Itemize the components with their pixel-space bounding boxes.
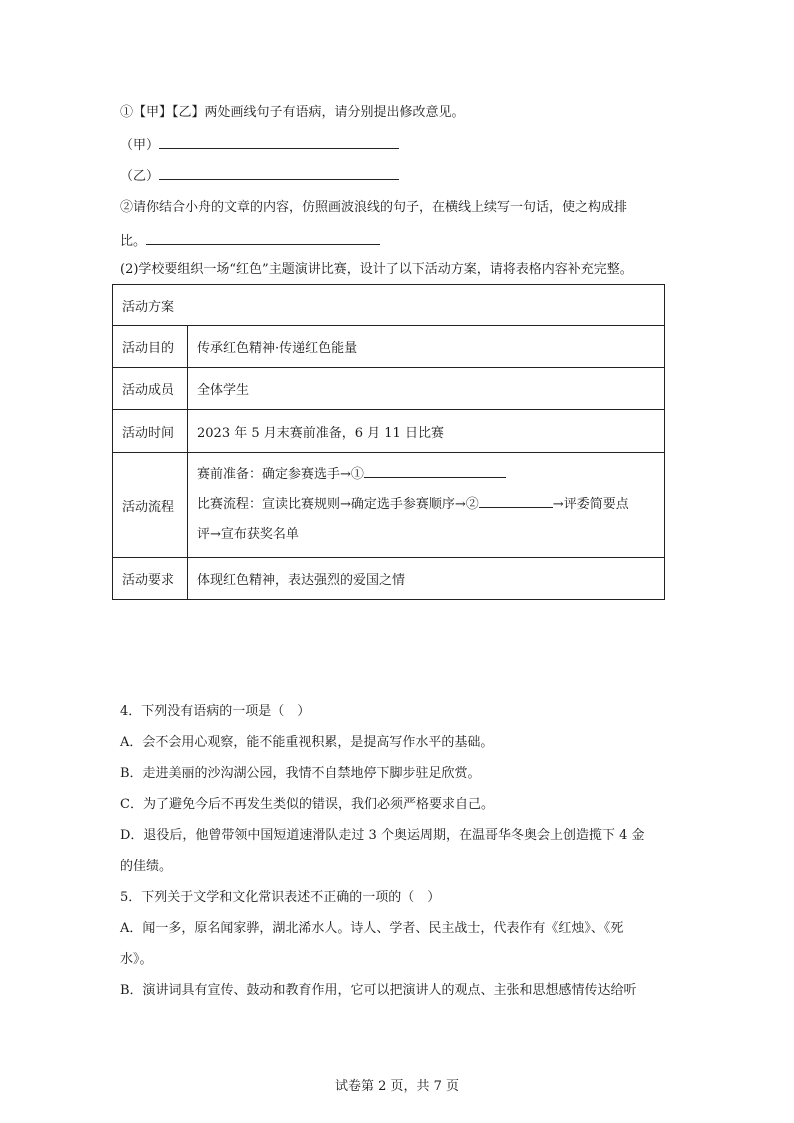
- yi-label: （乙）: [120, 169, 160, 184]
- q5-stem: 5．下列关于文学和文化常识表述不正确的一项的（ ）: [120, 890, 441, 905]
- flow-line-end: 评→宣布获奖名单: [197, 527, 299, 542]
- table-row: [113, 558, 665, 600]
- row-label: 活动流程: [113, 453, 188, 558]
- flow-prep-text: 赛前准备：确定参赛选手→①: [197, 467, 364, 482]
- q4-option-d: D．退役后，他曾带领中国短道速滑队走过 3 个奥运周期，在温哥华冬奥会上创造揽下 4 金: [120, 828, 645, 843]
- yi-blank: [159, 166, 399, 180]
- row-value: 体现红色精神，表达强烈的爱国之情: [188, 558, 665, 600]
- answer-line-yi: [120, 166, 399, 186]
- q4-option-c: C．为了避免今后不再发生类似的错误，我们必须严格要求自己。: [120, 797, 494, 812]
- flow-blank-2: [479, 494, 553, 508]
- flow-cell: [188, 453, 665, 558]
- table-row: [113, 368, 665, 410]
- jia-blank: [159, 135, 399, 149]
- row-label: 活动时间: [113, 410, 188, 453]
- flow-match-text: 比赛流程：宣读比赛规则→确定选手参赛顺序→②: [197, 497, 479, 512]
- question-parallelism-cont: [120, 231, 380, 251]
- row-value: 传承红色精神·传递红色能量: [188, 326, 665, 368]
- question-activity-plan: (2)学校要组织一场“红色”主题演讲比赛，设计了以下活动方案，请将表格内容补充完整。: [120, 262, 633, 277]
- table-header: 活动方案: [113, 285, 665, 326]
- q4-stem: 4．下列没有语病的一项是（ ）: [120, 704, 311, 719]
- q4-option-d-cont: 的佳绩。: [120, 859, 173, 874]
- q5-option-b: B．演讲词具有宣传、鼓动和教育作用，它可以把演讲人的观点、主张和思想感情传达给听: [120, 983, 637, 998]
- question-parallelism: ②请你结合小舟的文章的内容，仿照画波浪线的句子，在横线上续写一句话，使之构成排: [120, 200, 628, 215]
- q4-option-b: B．走进美丽的沙沟湖公园，我情不自禁地停下脚步驻足欣赏。: [120, 766, 481, 781]
- question-correction: ①【甲】【乙】两处画线句子有语病，请分别提出修改意见。: [120, 105, 465, 120]
- q5-option-a: A．闻一多，原名闻家骅，湖北浠水人。诗人、学者、民主战士，代表作有《红烛》、《死: [120, 921, 624, 936]
- flow-line-match: [197, 490, 655, 520]
- jia-label: （甲）: [120, 138, 160, 153]
- row-value: 全体学生: [188, 368, 665, 410]
- row-label: 活动成员: [113, 368, 188, 410]
- table-row: [113, 326, 665, 368]
- table-row: [113, 410, 665, 453]
- flow-blank-1: [364, 464, 506, 478]
- page-footer: 试卷第 2 页，共 7 页: [334, 1079, 460, 1094]
- flow-match-tail: →评委简要点: [552, 497, 629, 512]
- answer-line-jia: [120, 135, 399, 155]
- parallelism-blank: [146, 231, 380, 245]
- row-label: 活动目的: [113, 326, 188, 368]
- table-header-row: [113, 285, 665, 326]
- row-label: 活动要求: [113, 558, 188, 600]
- row-value: 2023 年 5 月末赛前准备，6 月 11 日比赛: [188, 410, 665, 453]
- flow-line-prep: [197, 460, 655, 490]
- parallelism-tail: 比。: [120, 234, 147, 249]
- activity-plan-table: [112, 284, 665, 600]
- table-row-flow: [113, 453, 665, 558]
- q4-option-a: A．会不会用心观察，能不能重视积累，是提高写作水平的基础。: [120, 735, 494, 750]
- q5-option-a-cont: 水》。: [120, 952, 153, 967]
